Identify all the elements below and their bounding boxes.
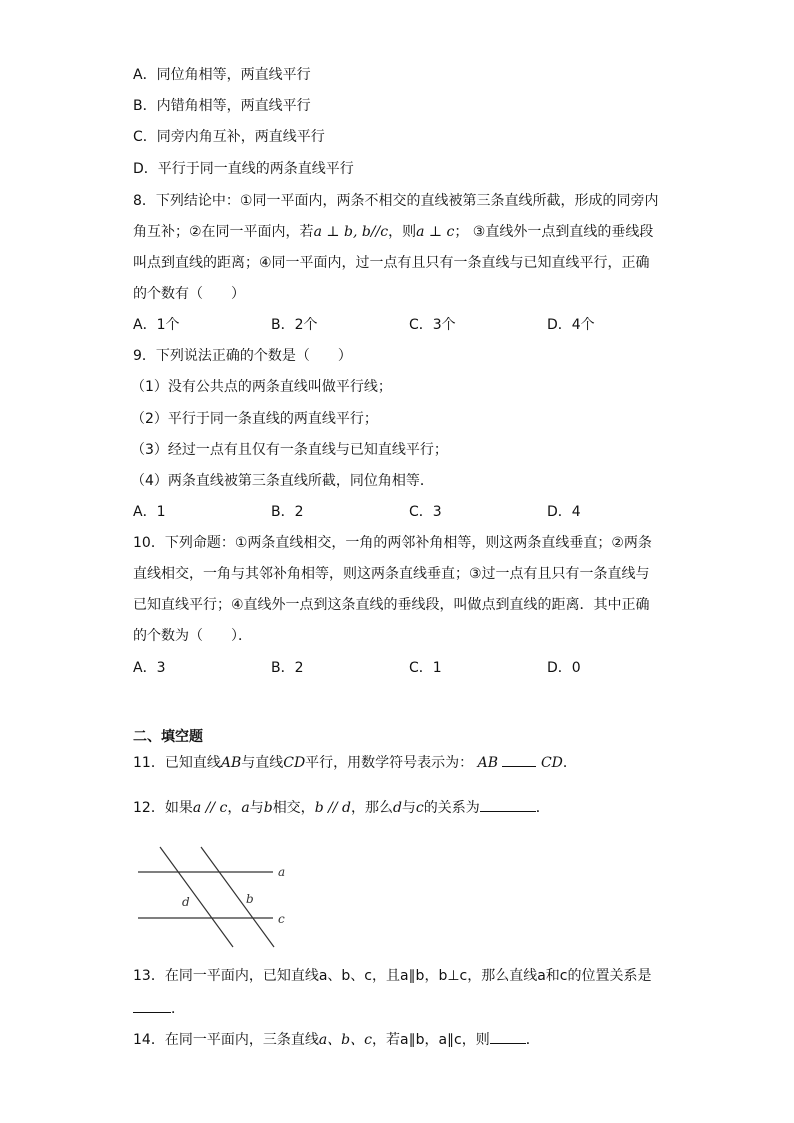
q9-item-2: （2）平行于同一条直线的两直线平行； xyxy=(131,411,378,427)
q12-text: 与 xyxy=(249,800,264,816)
q10-line-2: 直线相交，一角与其邻补角相等，则这两条直线垂直；③过一点有且只有一条直线与 xyxy=(133,566,650,582)
q9-option-d: D．4 xyxy=(547,504,581,520)
q13-text: ． xyxy=(171,1001,185,1017)
q14-math: a、b、c xyxy=(318,1032,372,1048)
q10-line-3: 已知直线平行；④直线外一点到这条直线的垂线段，叫做点到直线的距离．其中正确 xyxy=(133,597,650,613)
q11-text: ． xyxy=(562,755,577,771)
q7-option-b: B．内错角相等，两直线平行 xyxy=(133,98,311,114)
answer-blank[interactable] xyxy=(133,998,171,1013)
q10-line-4: 的个数为（ ）． xyxy=(133,628,252,644)
section-title: 二、填空题 xyxy=(133,729,203,745)
answer-blank[interactable] xyxy=(490,1029,526,1044)
q12-math: a // c xyxy=(192,800,228,816)
q11-text: 平行，用数学符号表示为： xyxy=(305,755,474,771)
q11-text: 与直线 xyxy=(241,755,284,771)
q12-math: b // d xyxy=(314,800,351,816)
q10-option-b: B．2 xyxy=(271,660,304,676)
q9-option-b: B．2 xyxy=(271,504,304,520)
q12-text: ． xyxy=(535,800,550,816)
answer-blank[interactable] xyxy=(480,797,536,812)
line-b xyxy=(201,847,274,947)
q12-text: 相交， xyxy=(272,800,315,816)
q9-stem: 9．下列说法正确的个数是（ ） xyxy=(133,348,352,364)
q9-options xyxy=(133,502,693,522)
q10-option-d: D．0 xyxy=(547,660,581,676)
q12-text: 的关系为 xyxy=(423,800,480,816)
label-a: a xyxy=(278,865,286,879)
q13-line-2 xyxy=(133,998,185,1019)
answer-blank[interactable] xyxy=(502,752,536,767)
q10-line-1: 10．下列命题：①两条直线相交，一角的两邻补角相等，则这两条直线垂直；②两条 xyxy=(133,535,652,551)
q14-text: 14．在同一平面内，三条直线 xyxy=(133,1032,319,1048)
q8-line-1: 8．下列结论中：①同一平面内，两条不相交的直线被第三条直线所截，形成的同旁内 xyxy=(133,193,659,209)
q11-math: CD xyxy=(540,755,563,771)
q14-text: ． xyxy=(525,1032,540,1048)
q11-math: AB xyxy=(220,755,242,771)
q13-line-1: 13．在同一平面内，已知直线a、b、c，且a∥b，b⊥c，那么直线a和c的位置关系是 xyxy=(133,968,652,984)
q8-text: ； ③直线外一点到直线的垂线段 xyxy=(454,224,654,240)
label-c: c xyxy=(278,912,285,926)
q11-text: 11．已知直线 xyxy=(133,755,221,771)
q12-math: c xyxy=(415,800,424,816)
parallel-lines-figure xyxy=(133,842,293,952)
q8-option-a: A．1个 xyxy=(133,317,180,333)
label-d: d xyxy=(182,895,190,909)
q12-text: ， xyxy=(227,800,242,816)
q12-text: 与 xyxy=(401,800,416,816)
line-d xyxy=(160,847,233,947)
q7-option-d: D．平行于同一直线的两条直线平行 xyxy=(133,161,354,177)
q9-item-1: （1）没有公共点的两条直线叫做平行线； xyxy=(131,379,392,395)
q14 xyxy=(133,1029,540,1050)
q9-item-4: （4）两条直线被第三条直线所截，同位角相等． xyxy=(131,473,434,489)
q10-options xyxy=(133,658,693,678)
q8-line-2 xyxy=(133,222,653,242)
q12-math: a xyxy=(241,800,250,816)
q8-option-d: D．4个 xyxy=(547,317,595,333)
q8-option-b: B．2个 xyxy=(271,317,318,333)
q10-option-c: C．1 xyxy=(409,660,442,676)
q11-math: AB xyxy=(477,755,499,771)
q8-math: a ⊥ b, b//c xyxy=(313,224,389,240)
q12-math: b xyxy=(263,800,273,816)
q10-option-a: A．3 xyxy=(133,660,166,676)
q7-option-a: A．同位角相等，两直线平行 xyxy=(133,67,311,83)
label-b: b xyxy=(246,892,254,906)
q12-text: ，那么 xyxy=(350,800,393,816)
q9-item-3: （3）经过一点有且仅有一条直线与已知直线平行； xyxy=(131,442,448,458)
q12-math: d xyxy=(392,800,402,816)
q12-text: 12．如果 xyxy=(133,800,193,816)
q9-option-a: A．1 xyxy=(133,504,166,520)
q12 xyxy=(133,797,550,818)
q8-option-c: C．3个 xyxy=(409,317,456,333)
q8-line-3: 叫点到直线的距离；④同一平面内，过一点有且只有一条直线与已知直线平行，正确 xyxy=(133,255,650,271)
q8-math: a ⊥ c xyxy=(416,224,455,240)
q11-math: CD xyxy=(283,755,306,771)
q14-text: ，若a∥b，a∥c，则 xyxy=(371,1032,490,1048)
q8-text: 角互补；②在同一平面内，若 xyxy=(133,224,314,240)
q11 xyxy=(133,752,577,773)
q7-option-c: C．同旁内角互补，两直线平行 xyxy=(133,129,325,145)
q8-options xyxy=(133,315,693,335)
q8-text: ，则 xyxy=(388,224,417,240)
q8-line-4: 的个数有（ ） xyxy=(133,286,245,302)
q9-option-c: C．3 xyxy=(409,504,442,520)
